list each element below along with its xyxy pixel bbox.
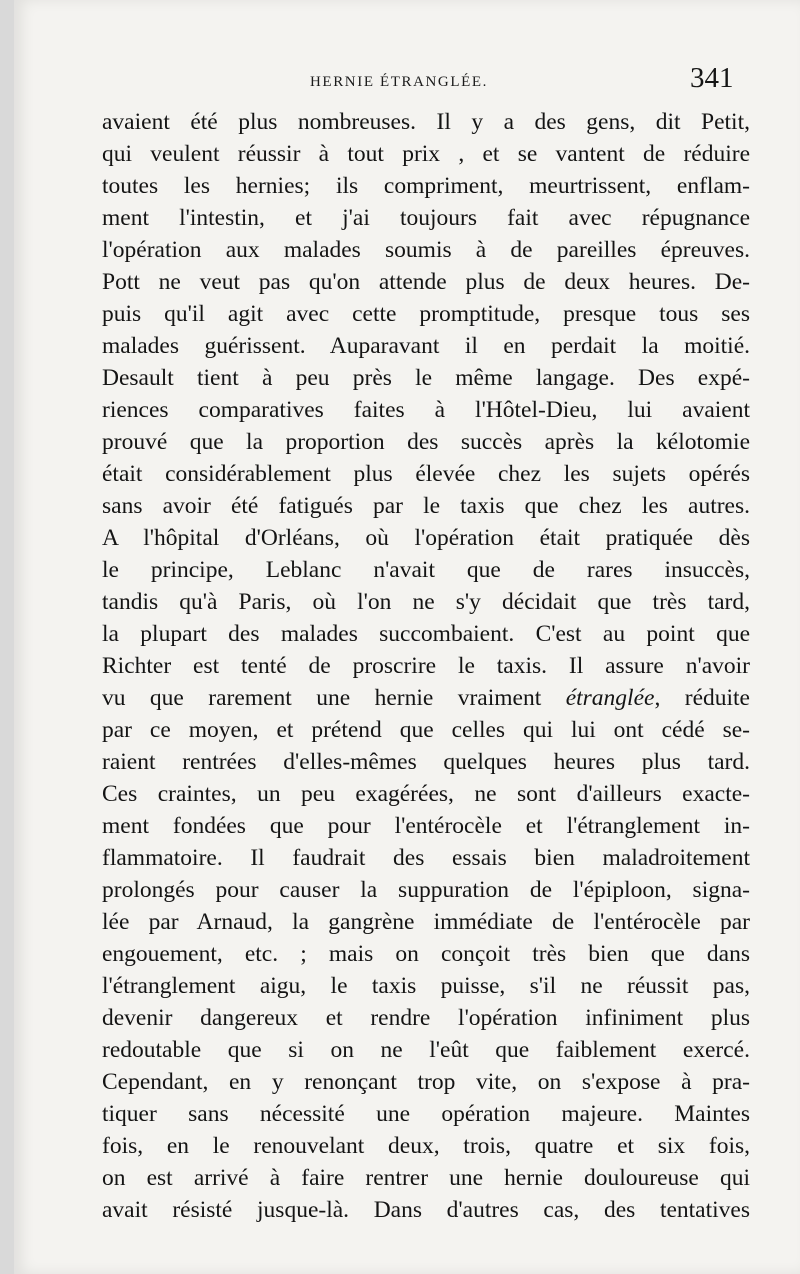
text-line: avait résisté jusque-là. Dans d'autres cas, des tentatives [102,1197,750,1223]
text-line: raient rentrées d'elles-mêmes quelques heures plus tard. [102,749,750,775]
text-line: Pott ne veut pas qu'on attende plus de deux heures. De- [102,269,750,295]
text-line: devenir dangereux et rendre l'opération infiniment plus [102,1005,750,1031]
running-title: HERNIE ÉTRANGLÉE. [310,74,489,90]
text-line: engouement, etc. ; mais on conçoit très bien que dans [102,941,750,967]
text-line: prolongés pour causer la suppuration de l'épiploon, signa- [102,877,750,903]
text-line: ment fondées que pour l'entérocèle et l'étranglement in- [102,813,750,839]
text-line: tandis qu'à Paris, où l'on ne s'y décidait que très tard, [102,589,750,615]
emphasized-word: étranglée [565,685,655,711]
text-line: A l'hôpital d'Orléans, où l'opération était pratiquée dès [102,525,750,551]
text-line: prouvé que la proportion des succès après la kélotomie [102,429,750,455]
book-page [14,0,800,1274]
text-line: par ce moyen, et prétend que celles qui lui ont cédé se- [102,717,750,743]
text-line: riences comparatives faites à l'Hôtel-Dieu, lui avaient [102,397,750,423]
text-line: vu que rarement une hernie vraiment étranglée, réduite [102,685,750,711]
text-line: l'opération aux malades soumis à de pareilles épreuves. [102,237,750,263]
text-line: on est arrivé à faire rentrer une hernie douloureuse qui [102,1165,750,1191]
text-line: toutes les hernies; ils compriment, meurtrissent, enflam- [102,173,750,199]
text-line: lée par Arnaud, la gangrène immédiate de l'entérocèle par [102,909,750,935]
text-line: avaient été plus nombreuses. Il y a des gens, dit Petit, [102,109,750,135]
page-header [14,58,800,98]
text-line: Desault tient à peu près le même langage. Des expé- [102,365,750,391]
text-line: redoutable que si on ne l'eût que faiblement exercé. [102,1037,750,1063]
text-line: ment l'intestin, et j'ai toujours fait avec répugnance [102,205,750,231]
text-line: le principe, Leblanc n'avait que de rares insuccès, [102,557,750,583]
text-line: qui veulent réussir à tout prix , et se vantent de réduire [102,141,750,167]
text-line: puis qu'il agit avec cette promptitude, presque tous ses [102,301,750,327]
text-line: était considérablement plus élevée chez les sujets opérés [102,461,750,487]
text-line: sans avoir été fatigués par le taxis que chez les autres. [102,493,750,519]
text-line: fois, en le renouvelant deux, trois, quatre et six fois, [102,1133,750,1159]
text-line: tiquer sans nécessité une opération majeure. Maintes [102,1101,750,1127]
body-text [102,106,750,1226]
text-line: Cependant, en y renonçant trop vite, on s'expose à pra- [102,1069,750,1095]
text-line: flammatoire. Il faudrait des essais bien maladroitement [102,845,750,871]
text-line: Ces craintes, un peu exagérées, ne sont d'ailleurs exacte- [102,781,750,807]
page-number: 341 [690,62,734,94]
text-line: Richter est tenté de proscrire le taxis. Il assure n'avoir [102,653,750,679]
text-line: l'étranglement aigu, le taxis puisse, s'il ne réussit pas, [102,973,750,999]
text-line: la plupart des malades succombaient. C'est au point que [102,621,750,647]
text-line: malades guérissent. Auparavant il en perdait la moitié. [102,333,750,359]
